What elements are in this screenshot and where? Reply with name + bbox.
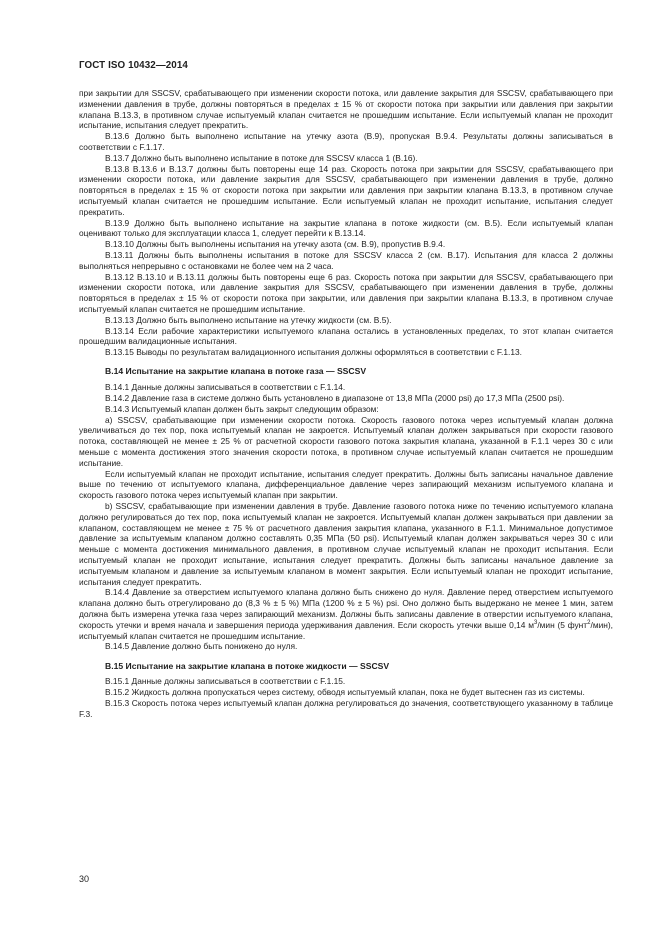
page-number: 30 <box>79 874 90 884</box>
document-body <box>79 88 613 720</box>
paragraph-b13-9: B.13.9 Должно быть выполнено испытание на закрытие клапана в потоке жидкости (см. B.5). Если испытуемый клапан оценивают только для эксплуатации класса 1, следует перейти к B.13.14. <box>79 217 613 239</box>
paragraph-b13-5-continued: при закрытии для SSCSV, срабатывающего при изменении скорости потока, или давление закрытия для SSCSV, срабатывающего при изменении давления в трубе, должны повторяться в пределах ± 15 % от скорости потока при закрытии или давления при закрытии клапана B.13.3, в противном случае испытуемый клапан считается не прошедшим испытание. Если испытуемый клапан не проходит испытание, испытания следует прекратить. <box>79 88 613 131</box>
paragraph-b15-3: B.15.3 Скорость потока через испытуемый клапан должна регулироваться до значения, соответствующего указанному в таблице F.3. <box>79 698 613 719</box>
paragraph-b13-12: B.13.12 B.13.10 и B.13.11 должны быть повторены еще 6 раз. Скорость потока при закрытии для SSCSV, срабатывающего при изменении скорости потока, или давление закрытия для SSCSV, срабатывающего при изменении давления в трубе, должны повторяться в пределах ± 15 % от скорости потока при закрытии, или давления при закрытии клапана B.13.3, в противном случае испытуемый клапан считается не прошедшим испытание. <box>79 271 613 314</box>
paragraph-b14-4 <box>79 587 613 641</box>
paragraph-b14-1: B.14.1 Данные должны записываться в соответствии с F.1.14. <box>105 382 346 393</box>
paragraph-b15-2: B.15.2 Жидкость должна пропускаться через систему, обводя испытуемый клапан, пока не будет вытеснен газ из системы. <box>105 687 585 698</box>
paragraph-b14-3: B.14.3 Испытуемый клапан должен быть закрыт следующим образом: <box>105 403 379 414</box>
paragraph-b14-3-a: a) SSCSV, срабатывающие при изменении скорости потока. Скорость газового потока через испытуемый клапан должна увеличиваться до тех пор, пока испытуемый клапан не закроется. Испытуемый клапан должен закрываться при скорости газового потока, составляющей не менее ± 25 % от расчетной скорости газового потока закрытия клапана, указанной в F.1.1 через 30 с или меньше с момента достижения этого значения скорости потока, в противном случае испытуемый клапан считается не прошедшим испытание. <box>79 414 613 468</box>
paragraph-b13-11: B.13.11 Должны быть выполнены испытания в потоке для SSCSV класса 2 (см. B.17). Испытания для класса 2 должны выполняться непрерывно с остановками не более чем на 2 часа. <box>79 249 613 271</box>
paragraph-b13-15: B.13.15 Выводы по результатам валидационного испытания должны оформляться в соответствии с F.1.13. <box>105 347 522 358</box>
cubic-superscript: 3 <box>534 619 538 626</box>
paragraph-b13-7: B.13.7 Должно быть выполнено испытание в потоке для SSCSV класса 1 (B.16). <box>105 152 418 163</box>
section-title-b14: B.14 Испытание на закрытие клапана в потоке газа — SSCSV <box>105 366 367 377</box>
paragraph-b14-2: B.14.2 Давление газа в системе должно быть установлено в диапазоне от 13,8 МПа (2000 psi) до 17,3 МПа (2500 psi). <box>105 393 565 404</box>
paragraph-b13-10: B.13.10 Должны быть выполнены испытания на утечку азота (см. B.9), пропустив B.9.4. <box>105 239 446 250</box>
paragraph-b13-8: B.13.8 B.13.6 и B.13.7 должны быть повторены еще 14 раз. Скорость потока при закрытии для SSCSV, срабатывающего при изменении скорости потока, или давление закрытия для SSCSV, срабатывающего при изменении давления в трубе, должно повторяться в пределах ± 15 % от скорости потока при закрытии или давления при закрытии клапана B.13.3, в противном случае испытуемый клапан считается не прошедшим испытание. Если испытуемый клапан не проходит испытание, испытания следует прекратить. <box>79 163 613 217</box>
b14-4-text-start: B.14.4 Давление за отверстием испытуемого клапана должно быть снижено до нуля. Давление перед отверстием испытуемого клапана должно быть отрегулировано до (8,3 % ± 5 %) МПа (1200 % ± 5 %) psi. Оно должно быть выдержано не менее 1 мин, затем должна быть измерена утечка газа через запирающий механизм. Должны быть записаны давление в отверстии испытуемого клапана, скорость утечки и время начала и завершения периода удерживания давления. Если скорость утечки выше 0,14 м <box>79 587 613 630</box>
standard-header: ГОСТ ISO 10432—2014 <box>79 60 188 71</box>
paragraph-b13-13: B.13.13 Должно быть выполнено испытание на утечку жидкости (см. B.5). <box>105 314 392 325</box>
squared-superscript: 2 <box>587 619 591 626</box>
paragraph-b13-6: B.13.6 Должно быть выполнено испытание на утечку азота (B.9), пропуская B.9.4. Результаты должны записываться в соответствии с F.1.17. <box>79 131 613 152</box>
paragraph-b14-5: B.14.5 Давление должно быть понижено до нуля. <box>105 641 298 652</box>
paragraph-b15-1: B.15.1 Данные должны записываться в соответствии с F.1.15. <box>105 676 346 687</box>
paragraph-b14-3-b: b) SSCSV, срабатывающие при изменении давления в трубе. Давление газового потока ниже по течению испытуемого клапана должно регулироваться до тех пор, пока испытуемый клапан не закроется. Испытуемый клапан должен закрываться при давлении за клапаном, составляющем не менее ± 75 % от расчетного давления закрытия клапана, указанного в F.1.1. Минимальное допустимое давление за испытуемым клапаном должно составлять 0,35 МПа (50 psi). Испытуемый клапан должен закрываться через 30 с или меньше с момента достижения минимального давления, в противном случае испытуемый клапан не проходит испытания. Если испытуемый клапан не проходит испытание, испытания следует прекратить. Должны быть записаны начальное давление за испытуемым клапаном и давление за испытуемым клапаном в момент закрытия. Если испытуемый клапан не проходит испытание, испытания следует прекратить. <box>79 500 613 587</box>
paragraph-b13-14: B.13.14 Если рабочие характеристики испытуемого клапана остались в установленных пределах, то этот клапан считается прошедшим валидационные испытания. <box>79 325 613 347</box>
paragraph-b14-3-a-fail: Если испытуемый клапан не проходит испытание, испытания следует прекратить. Должны быть записаны начальное давление выше по течению от испытуемого клапана, дифференциальное давление через запирающий механизм испытуемого клапана и скорость газового потока через испытуемый клапан при закрытии. <box>79 468 613 501</box>
b14-4-text-end: /мин), испытуемый клапан считается не прошедшим испытание. <box>79 619 614 641</box>
b14-4-text-mid: /мин (5 фунт <box>537 619 588 630</box>
section-title-b15: B.15 Испытание на закрытие клапана в потоке жидкости — SSCSV <box>105 660 390 671</box>
